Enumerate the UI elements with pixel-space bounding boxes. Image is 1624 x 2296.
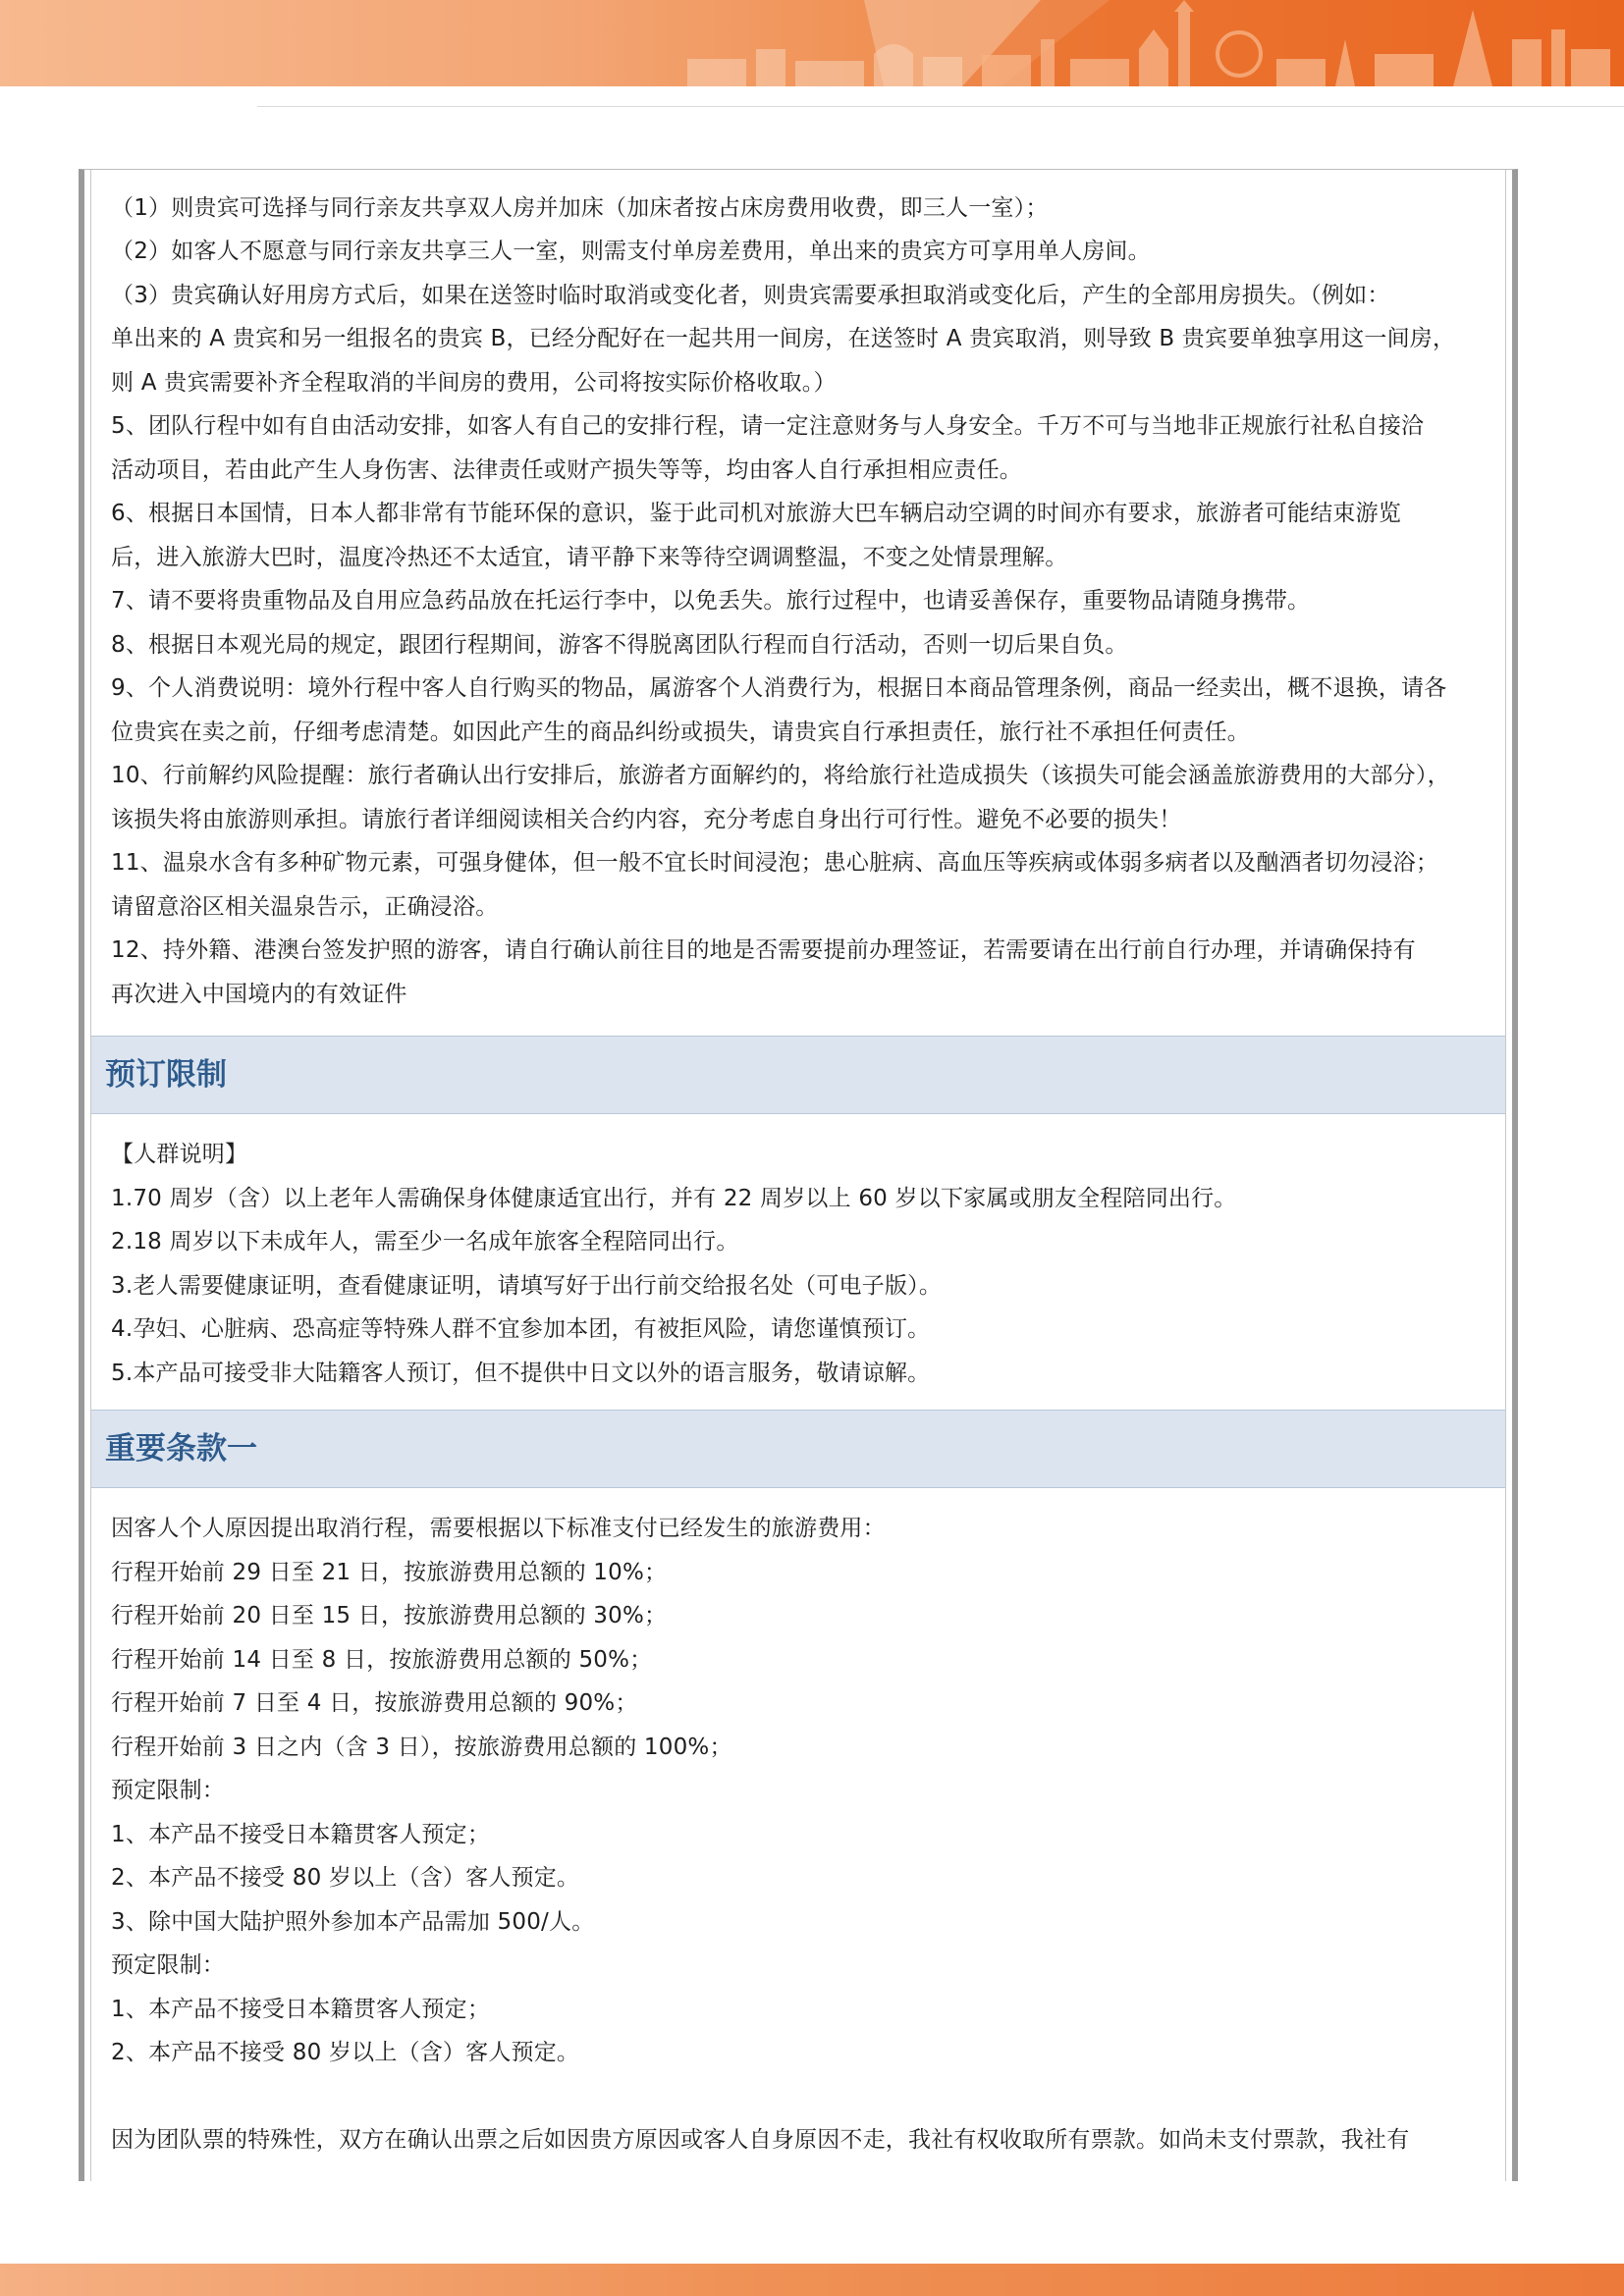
- content-frame-inner: [90, 170, 1506, 2181]
- booking-limits-line: 4.孕妇、心脏病、恐高症等特殊人群不宜参加本团，有被拒风险，请您谨慎预订。: [111, 1316, 931, 1342]
- terms-line: 1、本产品不接受日本籍贯客人预定；: [111, 1822, 491, 1847]
- notes-line: 则 A 贵宾需要补齐全程取消的半间房的费用，公司将按实际价格收取。）: [111, 370, 837, 396]
- notes-line: 7、请不要将贵重物品及自用应急药品放在托运行李中，以免丢失。旅行过程中，也请妥善保存，重要物品请随身携带。: [111, 588, 1311, 614]
- terms-line: 因为团队票的特殊性，双方在确认出票之后如因贵方原因或客人自身原因不走，我社有权收取所有票款。如尚未支付票款，我社有: [111, 2127, 1410, 2153]
- booking-limits-line: 1.70 周岁（含）以上老年人需确保身体健康适宜出行，并有 22 周岁以上 60 岁以下家属或朋友全程陪同出行。: [111, 1186, 1237, 1211]
- terms-line: 3、除中国大陆护照外参加本产品需加 500/人。: [111, 1909, 595, 1935]
- notes-line: 再次进入中国境内的有效证件: [111, 982, 407, 1007]
- terms-line: 行程开始前 14 日至 8 日，按旅游费用总额的 50%；: [111, 1647, 653, 1673]
- notes-line: 请留意浴区相关温泉告示，正确浸浴。: [111, 894, 499, 920]
- terms-line: 2、本产品不接受 80 岁以上（含）客人预定。: [111, 1865, 580, 1891]
- top-divider: [257, 106, 1624, 107]
- notes-line: 12、持外籍、港澳台签发护照的游客，请自行确认前往目的地是否需要提前办理签证，若需要请在出行前自行办理，并请确保持有: [111, 937, 1416, 963]
- terms-line: 1、本产品不接受日本籍贯客人预定；: [111, 1997, 491, 2022]
- notes-line: 活动项目，若由此产生人身伤害、法律责任或财产损失等等，均由客人自行承担相应责任。: [111, 457, 1022, 483]
- booking-limits-line: 5.本产品可接受非大陆籍客人预订，但不提供中日文以外的语言服务，敬请谅解。: [111, 1361, 931, 1386]
- section-title: 预订限制: [105, 1057, 227, 1093]
- section-title: 重要条款一: [105, 1431, 257, 1467]
- content-frame: [79, 169, 1518, 2181]
- section-header-important-terms: [91, 1410, 1505, 1488]
- notes-line: （2）如客人不愿意与同行亲友共享三人一室，则需支付单房差费用，单出来的贵宾方可享用单人房间。: [111, 239, 1151, 264]
- notes-block: [91, 170, 1505, 1034]
- top-banner: [0, 0, 1624, 86]
- booking-limits-line: 3.老人需要健康证明，查看健康证明，请填写好于出行前交给报名处（可电子版）。: [111, 1273, 943, 1299]
- terms-line: 因客人个人原因提出取消行程，需要根据以下标准支付已经发生的旅游费用：: [111, 1516, 886, 1541]
- section-header-booking-limits: [91, 1036, 1505, 1114]
- notes-line: 该损失将由旅游则承担。请旅行者详细阅读相关合约内容，充分考虑自身出行可行性。避免不必要的损失！: [111, 807, 1182, 832]
- terms-line: 行程开始前 29 日至 21 日，按旅游费用总额的 10%；: [111, 1560, 668, 1585]
- notes-line: （1）则贵宾可选择与同行亲友共享双人房并加床（加床者按占床房费用收费，即三人一室）；: [111, 195, 1049, 221]
- notes-line: 11、温泉水含有多种矿物元素，可强身健体，但一般不宜长时间浸泡；患心脏病、高血压等疾病或体弱多病者以及酗酒者切勿浸浴；: [111, 850, 1439, 876]
- terms-line: 预定限制：: [111, 1952, 225, 1978]
- notes-line: 位贵宾在卖之前，仔细考虑清楚。如因此产生的商品纠纷或损失，请贵宾自行承担责任，旅行社不承担任何责任。: [111, 720, 1250, 745]
- notes-line: 后，进入旅游大巴时，温度冷热还不太适宜，请平静下来等待空调调整温，不变之处情景理解。: [111, 545, 1068, 570]
- terms-line: 行程开始前 7 日至 4 日，按旅游费用总额的 90%；: [111, 1690, 638, 1716]
- city-skyline-icon: [0, 0, 1624, 86]
- notes-line: （3）贵宾确认好用房方式后，如果在送签时临时取消或变化者，则贵宾需要承担取消或变化后，产生的全部用房损失。（例如：: [111, 283, 1390, 308]
- terms-line: 2、本产品不接受 80 岁以上（含）客人预定。: [111, 2040, 580, 2065]
- terms-line: 行程开始前 20 日至 15 日，按旅游费用总额的 30%；: [111, 1603, 668, 1629]
- notes-line: 10、行前解约风险提醒：旅行者确认出行安排后，旅游者方面解约的，将给旅行社造成损失（该损失可能会涵盖旅游费用的大部分），: [111, 763, 1450, 788]
- terms-line: 行程开始前 3 日之内（含 3 日），按旅游费用总额的 100%；: [111, 1735, 732, 1760]
- booking-limits-line: 【人群说明】: [111, 1142, 248, 1167]
- notes-line: 5、团队行程中如有自由活动安排，如客人有自己的安排行程，请一定注意财务与人身安全。千万不可与当地非正规旅行社私自接洽: [111, 413, 1425, 439]
- notes-line: 6、根据日本国情，日本人都非常有节能环保的意识，鉴于此司机对旅游大巴车辆启动空调的时间亦有要求，旅游者可能结束游览: [111, 501, 1402, 526]
- bottom-banner: [0, 2264, 1624, 2296]
- terms-line: 预定限制：: [111, 1778, 225, 1803]
- notes-line: 单出来的 A 贵宾和另一组报名的贵宾 B，已经分配好在一起共用一间房，在送签时 A 贵宾取消，则导致 B 贵宾要单独享用这一间房，: [111, 326, 1456, 351]
- notes-line: 9、个人消费说明：境外行程中客人自行购买的物品，属游客个人消费行为，根据日本商品管理条例，商品一经卖出，概不退换，请各: [111, 675, 1447, 701]
- booking-limits-line: 2.18 周岁以下未成年人，需至少一名成年旅客全程陪同出行。: [111, 1229, 739, 1255]
- notes-line: 8、根据日本观光局的规定，跟团行程期间，游客不得脱离团队行程而自行活动，否则一切后果自负。: [111, 632, 1128, 658]
